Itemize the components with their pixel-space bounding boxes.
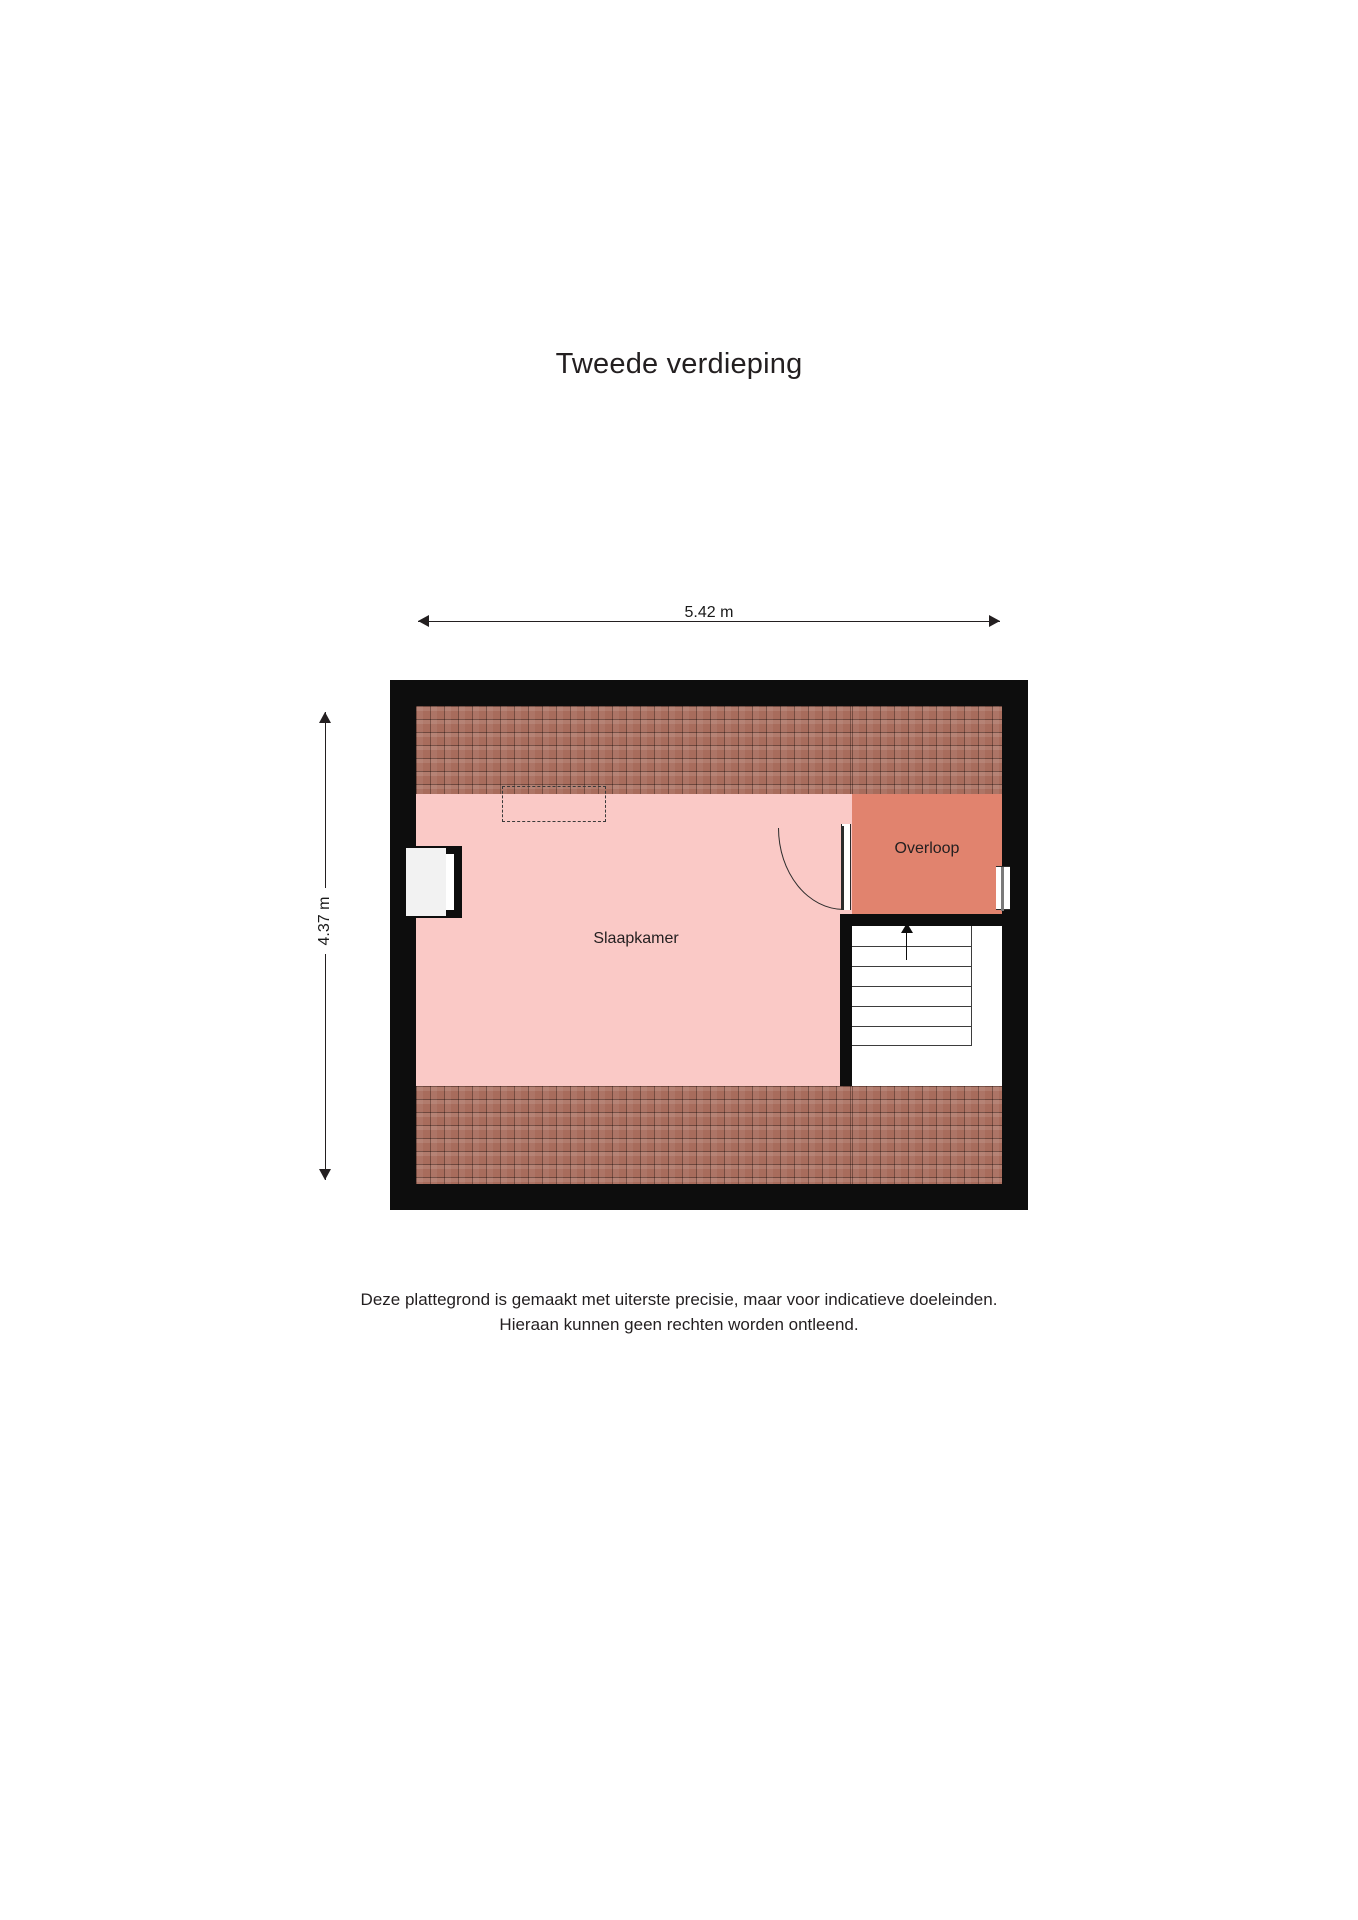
disclaimer-line-2: Hieraan kunnen geen rechten worden ontleend. (499, 1314, 859, 1334)
stair-tread (852, 966, 972, 967)
stair-tread (852, 986, 972, 987)
stair-tread (852, 1006, 972, 1007)
roof-area-top-left (416, 706, 852, 794)
wall-recess-left-inner (406, 848, 446, 916)
page-title: Tweede verdieping (555, 348, 803, 380)
staircase (852, 926, 972, 1046)
building-walls (390, 680, 1028, 1210)
arrow-up-icon (319, 712, 331, 723)
roof-area-bottom-right (852, 1086, 1002, 1184)
roof-area-top-right (852, 706, 1002, 794)
stair-tread (852, 1026, 972, 1027)
dimension-height-label: 4.37 m (316, 888, 333, 955)
roof-area-bottom-left (416, 1086, 852, 1184)
disclaimer (0, 1288, 1358, 1337)
door-leaf (841, 826, 844, 910)
arrow-down-icon (319, 1169, 331, 1180)
dashed-outline-knee-wall (502, 786, 606, 822)
room-label-slaapkamer: Slaapkamer (593, 930, 679, 947)
stair-tread (852, 1045, 972, 1046)
dimension-height (308, 712, 342, 1180)
window-right-wall (996, 866, 1010, 910)
stair-direction-arrow-icon (906, 932, 907, 960)
floor-plan (390, 680, 1028, 1210)
dimension-width-label: 5.42 m (676, 604, 743, 621)
disclaimer-line-1: Deze plattegrond is gemaakt met uiterste precisie, maar voor indicatieve doeleinden. (360, 1290, 998, 1309)
dimension-width (418, 604, 1000, 638)
stair-tread (852, 946, 972, 947)
interior-wall-horizontal (840, 914, 1002, 926)
dimension-height-label-wrap (316, 871, 334, 971)
dimension-width-label-wrap (418, 604, 1000, 622)
room-label-overloop: Overloop (894, 840, 960, 857)
interior-wall-vertical (840, 914, 852, 1086)
